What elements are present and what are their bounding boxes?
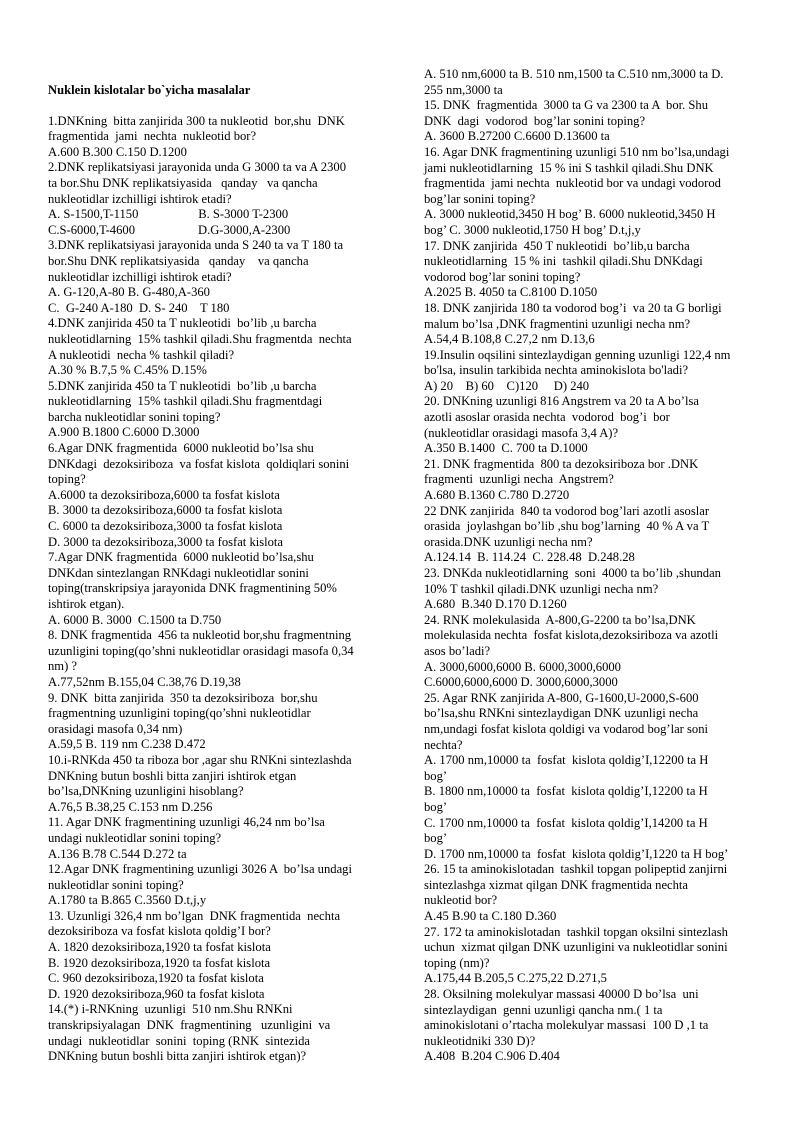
text-line: C. 1700 nm,10000 ta fosfat kislota qoldig’I,14200 ta H <box>424 815 708 830</box>
text-line: DNKning butun boshli bitta zanjiri ishtirok etgan)? <box>48 1049 307 1064</box>
text-line: bo’lsa,DNKning uzunligini hisoblang? <box>48 784 244 799</box>
text-line: nm) ? <box>48 659 78 674</box>
text-line: barcha nukleotidlar sonini toping? <box>48 409 221 424</box>
text-line: 5.DNK zanjirida 450 ta T nukleotidi bo’lib ,u barcha <box>48 378 317 393</box>
text-line: 27. 172 ta aminokislotadan tashkil topgan oksilni sintezlash <box>424 924 728 939</box>
text-line: 23. DNKda nukleotidlarning soni 4000 ta bo’lib ,shundan <box>424 566 721 580</box>
text-line: B. 1920 dezoksiriboza,1920 ta fosfat kislota <box>48 955 271 970</box>
text-line: A.76,5 B.38,25 C.153 nm D.256 <box>48 799 213 814</box>
text-line: toping(transkripsiya jarayonida DNK fragmentining 50% <box>48 581 337 596</box>
text-line: toping (nm)? <box>424 955 490 970</box>
text-line: 12.Agar DNK fragmentining uzunligi 3026 A bo’lsa undagi <box>48 862 352 877</box>
text-line: A.680 B.340 D.170 D.1260 <box>424 597 567 612</box>
text-line: DNKning butun boshli bitta zanjiri ishtirok etgan <box>48 768 297 783</box>
text-line: 20. DNKning uzunligi 816 Angstrem va 20 ta A bo’lsa <box>424 394 699 409</box>
text-line: orasida joylashgan bo’lib ,shu bog’larning 40 % A va T <box>424 519 710 534</box>
text-line: 26. 15 ta aminokislotadan tashkil topgan polipeptid zanjirni <box>424 862 728 877</box>
text-line: B. 3000 ta dezoksiriboza,6000 ta fosfat kislota <box>48 503 283 518</box>
text-line: 7.Agar DNK fragmentida 6000 nukleotid bo’lsa,shu <box>48 550 314 565</box>
text-line: 24. RNK molekulasida A-800,G-2200 ta bo’lsa,DNK <box>424 612 696 627</box>
text-line: A.136 B.78 C.544 D.272 ta <box>48 846 187 861</box>
text-line: nukleotidlarning 15 % ini tashkil qiladi.Shu DNKdagi <box>424 254 703 269</box>
text-line: 25. Agar RNK zanjirida A-800, G-1600,U-2000,S-600 <box>424 690 699 705</box>
text-line: orasidagi masofa 0,34 nm) <box>48 721 183 736</box>
text-line: malum bo’lsa ,DNK fragmentini uzunligi necha nm? <box>424 316 691 331</box>
text-line: nukleotidniki 330 D)? <box>424 1033 536 1048</box>
text-line: A.45 B.90 ta C.180 D.360 <box>424 909 557 924</box>
text-line: A.680 B.1360 C.780 D.2720 <box>424 488 570 503</box>
text-line: 2.DNK replikatsiyasi jarayonida unda G 3000 ta va A 2300 <box>48 160 346 175</box>
text-line: sintezlashga xizmat qilgan DNK fragmentida nechta <box>424 877 689 892</box>
text-line: 10% T tashkil qiladi.DNK uzunligi necha nm? <box>424 581 659 596</box>
text-line: fragmentida jami nechta nukleotid bor? <box>48 129 257 144</box>
text-line: 13. Uzunligi 326,4 nm bo’lgan DNK fragmentida nechta <box>48 908 341 923</box>
text-line: sintezlaydigan genni uzunligi qancha nm.( 1 ta <box>424 1002 663 1017</box>
text-line: 18. DNK zanjirida 180 ta vodorod bog’i va 20 ta G borligi <box>424 300 722 315</box>
text-line: 15. DNK fragmentida 3000 ta G va 2300 ta A bor. Shu <box>424 98 709 113</box>
text-line: bog’ <box>424 831 448 846</box>
text-line: 16. Agar DNK fragmentining uzunligi 510 nm bo’lsa,undagi <box>424 144 730 159</box>
text-line: A.600 B.300 C.150 D.1200 <box>48 144 187 159</box>
text-line: 28. Oksilning molekulyar massasi 40000 D bo’lsa uni <box>424 987 699 1002</box>
text-line: dezoksiriboza va fosfat kislota qoldig’I bor? <box>48 924 271 939</box>
text-line: toping? <box>48 472 86 487</box>
text-line: A.77,52nm B.155,04 C.38,76 D.19,38 <box>48 674 241 689</box>
text-line: azotli asoslar orasida nechta vodorod bog’i bor <box>424 410 670 425</box>
text-line: A.59,5 B. 119 nm C.238 D.472 <box>48 737 206 752</box>
text-line: A.54,4 B.108,8 C.27,2 nm D.13,6 <box>424 332 595 347</box>
text-line: D. 1700 nm,10000 ta fosfat kislota qoldig’I,1220 ta H bog’ <box>424 846 729 861</box>
text-line: A. 510 nm,6000 ta B. 510 nm,1500 ta C.510 nm,3000 ta D. <box>424 67 724 81</box>
text-line: 22 DNK zanjirida 840 ta vodorod bog’lari azotli asoslar <box>424 503 710 518</box>
text-line: 1.DNKning bitta zanjirida 300 ta nukleotid bor,shu DNK <box>48 113 345 128</box>
text-line: A.900 B.1800 C.6000 D.3000 <box>48 425 200 440</box>
text-line: asos bo’ladi? <box>424 643 491 658</box>
text-line: 4.DNK zanjirida 450 ta T nukleotidi bo’lib ,u barcha <box>48 316 317 331</box>
text-line: bo'lsa, insulin tarkibida nechta aminokislota bo'ladi? <box>424 363 689 378</box>
text-line: A. 3600 B.27200 C.6600 D.13600 ta <box>424 129 610 144</box>
text-line: nm,undagi fosfat kislota qoldigi va vodarod bog’lar soni <box>424 721 709 736</box>
text-line: bog’ <box>424 768 448 783</box>
right-column <box>424 67 756 1065</box>
text-line: aminokislotani o’rtacha molekulyar massasi 100 D ,1 ta <box>424 1018 709 1033</box>
text-line: D. 1920 dezoksiriboza,960 ta fosfat kislota <box>48 986 265 1001</box>
text-line: A. S-1500,T-1150 B. S-3000 T-2300 <box>48 207 289 222</box>
text-line: A.30 % B.7,5 % C.45% D.15% <box>48 363 207 378</box>
text-line: DNKdan sintezlangan RNKdagi nukleotidlar sonini <box>48 565 309 580</box>
text-line: bog’lar sonini toping? <box>424 191 536 206</box>
text-line: bo’lsa,shu RNKni sintezlaydigan DNK uzunligi necha <box>424 706 699 721</box>
text-line: uchun xizmat qilgan DNK uzunligini va nukleotidlar sonini <box>424 940 728 955</box>
text-line: A. 1700 nm,10000 ta fosfat kislota qoldig’I,12200 ta H <box>424 753 709 768</box>
text-line: nechta? <box>424 737 463 752</box>
text-line: nukleotidlar izchilligi ishtirok etadi? <box>48 191 232 206</box>
text-line: nukleotidlarning 15% tashkil qiladi.Shu fragmentda nechta <box>48 331 352 346</box>
left-column <box>48 83 378 1065</box>
text-line: C. 6000 ta dezoksiriboza,3000 ta fosfat kislota <box>48 519 283 534</box>
text-line: bog’ <box>424 799 448 814</box>
text-line: undagi nukleotidlar sonini toping (RNK sintezida <box>48 1033 310 1048</box>
text-line: fragmenti uzunligi necha Angstrem? <box>424 472 614 487</box>
text-line: 6.Agar DNK fragmentida 6000 nukleotid bo’lsa shu <box>48 441 314 456</box>
text-line: A.1780 ta B.865 C.3560 D.t,j,y <box>48 893 207 908</box>
text-line: ta bor.Shu DNK replikatsiyasida qanday va qancha <box>48 175 318 190</box>
text-line: A) 20 B) 60 C)120 D) 240 <box>424 378 590 393</box>
text-line: transkripsiyalagan DNK fragmentining uzunligini va <box>48 1018 331 1033</box>
text-line: C.6000,6000,6000 D. 3000,6000,3000 <box>424 675 618 690</box>
text-line: 17. DNK zanjirida 450 T nukleotidi bo’lib,u barcha <box>424 238 690 253</box>
text-line: D. 3000 ta dezoksiriboza,3000 ta fosfat kislota <box>48 534 284 549</box>
text-line: 3.DNK replikatsiyasi jarayonida unda S 240 ta va T 180 ta <box>48 238 344 253</box>
text-line: A.2025 B. 4050 ta C.8100 D.1050 <box>424 285 598 300</box>
text-line: uzunligini toping(qo’shni nukleotidlar orasidagi masofa 0,34 <box>48 643 354 658</box>
text-line: A. 3000,6000,6000 B. 6000,3000,6000 <box>424 659 621 674</box>
text-line: A.175,44 B.205,5 C.275,22 D.271,5 <box>424 971 607 986</box>
text-line: DNKdagi dezoksiriboza va fosfat kislota qoldiqlari sonini <box>48 456 350 471</box>
left-text-block <box>48 114 378 1065</box>
text-line: 255 nm,3000 ta <box>424 82 503 97</box>
text-line: 21. DNK fragmentida 800 ta dezoksiriboza bor .DNK <box>424 456 699 471</box>
text-line: A.408 B.204 C.906 D.404 <box>424 1049 560 1064</box>
text-line: nukleotidlar izchilligi ishtirok etadi? <box>48 269 232 284</box>
text-line: 11. Agar DNK fragmentining uzunligi 46,24 nm bo’lsa <box>48 815 325 830</box>
text-line: 10.i-RNKda 450 ta riboza bor ,agar shu RNKni sintezlashda <box>48 752 352 767</box>
text-line: B. 1800 nm,10000 ta fosfat kislota qoldig’I,12200 ta H <box>424 784 708 799</box>
right-text-block <box>424 67 756 1065</box>
text-line: A. 6000 B. 3000 C.1500 ta D.750 <box>48 612 222 627</box>
text-line: A.6000 ta dezoksiriboza,6000 ta fosfat kislota <box>48 487 280 502</box>
text-line: undagi nukleotidlar sonini toping? <box>48 830 222 845</box>
text-line: nukleotidlar sonini toping? <box>48 877 184 892</box>
text-line: A. 3000 nukleotid,3450 H bog’ B. 6000 nukleotid,3450 H <box>424 207 716 222</box>
text-line: bor.Shu DNK replikatsiyasida qanday va qancha <box>48 253 309 268</box>
text-line: A.350 B.1400 C. 700 ta D.1000 <box>424 441 588 456</box>
text-line: bog’ C. 3000 nukleotid,1750 H bog’ D.t,j,y <box>424 222 641 237</box>
text-line: orasida.DNK uzunligi necha nm? <box>424 534 593 549</box>
text-line: 19.Insulin oqsilini sintezlaydigan genning uzunligi 122,4 nm <box>424 347 731 362</box>
text-line: A. 1820 dezoksiriboza,1920 ta fosfat kislota <box>48 940 271 955</box>
text-line: molekulasida nechta fosfat kislota,dezoksiriboza va azotli <box>424 628 719 643</box>
text-line: 14.(*) i-RNKning uzunligi 510 nm.Shu RNKni <box>48 1002 293 1017</box>
text-line: (nukleotidlar orasidagi masofa 3,4 A)? <box>424 425 619 440</box>
text-line: DNK dagi vodorod bog’lar sonini toping? <box>424 113 646 128</box>
text-line: jami nukleotidlarning 15 % ini S tashkil qiladi.Shu DNK <box>424 160 714 175</box>
text-line: A.124.14 B. 114.24 C. 228.48 D.248.28 <box>424 550 635 565</box>
text-line: 9. DNK bitta zanjirida 350 ta dezoksiriboza bor,shu <box>48 690 318 705</box>
text-line: nukleotid bor? <box>424 893 498 908</box>
text-line: vodorod bog’lar sonini toping? <box>424 269 581 284</box>
document-title: Nuklein kislotalar bo`yicha masalalar <box>48 83 251 97</box>
text-line: C. 960 dezoksiriboza,1920 ta fosfat kislota <box>48 971 264 986</box>
text-line: A. G-120,A-80 B. G-480,A-360 <box>48 285 210 300</box>
text-line: fragmentning uzunligini toping(qo’shni nukleotidlar <box>48 706 311 721</box>
text-line: 8. DNK fragmentida 456 ta nukleotid bor,shu fragmentning <box>48 628 352 643</box>
text-line: nukleotidlarning 15% tashkil qiladi.Shu fragmentdagi <box>48 394 323 409</box>
text-line: C.S-6000,T-4600 D.G-3000,A-2300 <box>48 222 291 237</box>
text-line: A nukleotidi necha % tashkil qiladi? <box>48 347 235 362</box>
text-line: ishtirok etgan). <box>48 597 125 611</box>
text-line: fragmentida jami nechta nukleotid bor va undagi vodorod <box>424 176 721 191</box>
text-line: C. G-240 A-180 D. S- 240 T 180 <box>48 300 230 315</box>
